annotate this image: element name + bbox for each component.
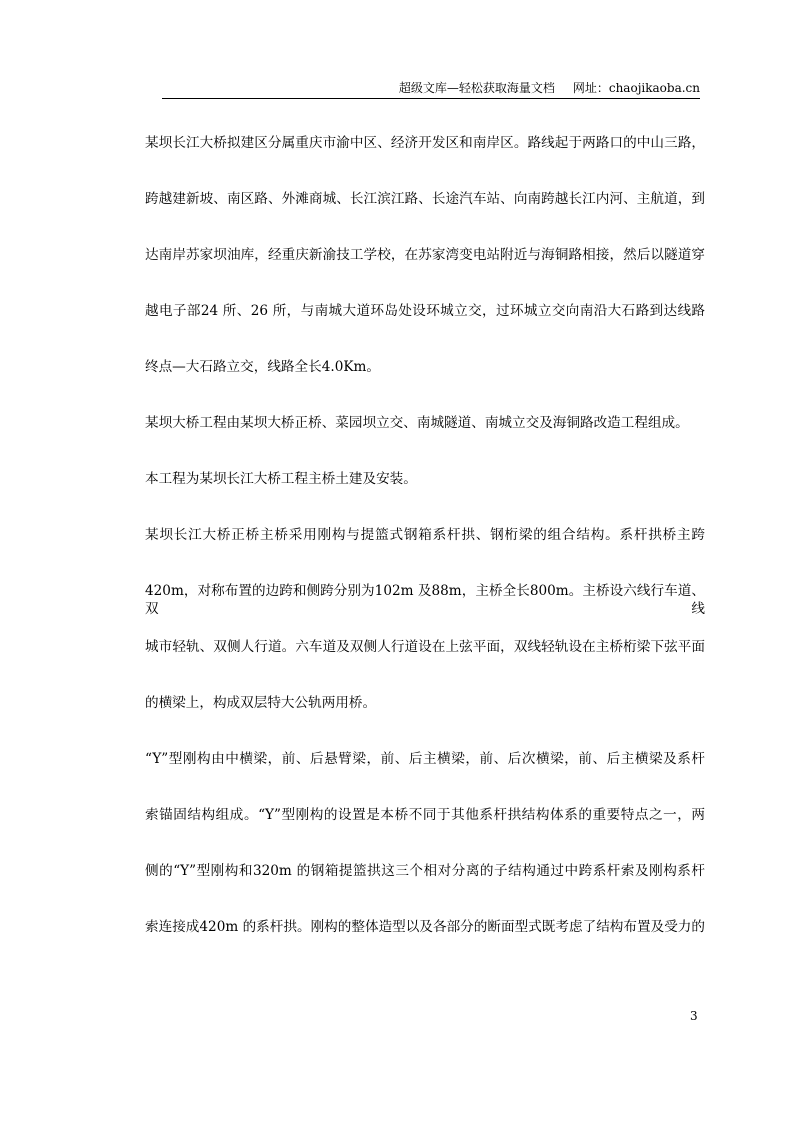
text-line: 终点—大石路立交，线路全长4.0Km。 xyxy=(145,359,380,375)
header-title: 超级文库—轻松获取海量文档 xyxy=(398,81,555,95)
text-line: 某坝长江大桥拟建区分属重庆市渝中区、经济开发区和南岸区。路线起于两路口的中山三路， xyxy=(145,135,705,151)
text-line: 城市轻轨、双侧人行道。六车道及双侧人行道设在上弦平面，双线轻轨设在主桥桁梁下弦平面 xyxy=(145,639,705,655)
text-line: “Y”型刚构由中横梁，前、后悬臂梁，前、后主横梁，前、后次横梁，前、后主横梁及系杆 xyxy=(145,751,705,767)
text-line: 索连接成420m 的系杆拱。刚构的整体造型以及各部分的断面型式既考虑了结构布置及受力的 xyxy=(145,919,705,935)
text-line: 达南岸苏家坝油库，经重庆新渝技工学校，在苏家湾变电站附近与海铜路相接，然后以隧道穿 xyxy=(145,247,705,263)
text-line: 的横梁上，构成双层特大公轨两用桥。 xyxy=(145,695,377,711)
page-number: 3 xyxy=(690,1009,698,1023)
text-line: 跨越建新坡、南区路、外滩商城、长江滨江路、长途汽车站、向南跨越长江内河、主航道，到 xyxy=(145,191,705,207)
text-line: 越电子部24 所、26 所，与南城大道环岛处设环城立交，过环城立交向南沿大石路到达线路 xyxy=(145,303,705,319)
text-line: 420m，对称布置的边跨和侧跨分别为102m 及88m，主桥全长800m。主桥设六线行车道、双线 xyxy=(145,583,705,617)
text-line: 本工程为某坝长江大桥工程主桥土建及安装。 xyxy=(145,471,417,487)
text-line: 某坝长江大桥正桥主桥采用刚构与提篮式钢箱系杆拱、钢桁梁的组合结构。系杆拱桥主跨 xyxy=(145,527,705,543)
header-rule xyxy=(162,98,700,99)
page-header xyxy=(380,79,700,96)
header-site: 网址：chaojikaoba.cn xyxy=(572,81,700,95)
text-line: 侧的“Y”型刚构和320m 的钢箱提篮拱这三个相对分离的子结构通过中跨系杆索及刚构系杆 xyxy=(145,863,705,879)
text-line: 索锚固结构组成。“Y”型刚构的设置是本桥不同于其他系杆拱结构体系的重要特点之一，两 xyxy=(145,807,705,823)
text-line: 某坝大桥工程由某坝大桥正桥、菜园坝立交、南城隧道、南城立交及海铜路改造工程组成。 xyxy=(145,415,689,431)
